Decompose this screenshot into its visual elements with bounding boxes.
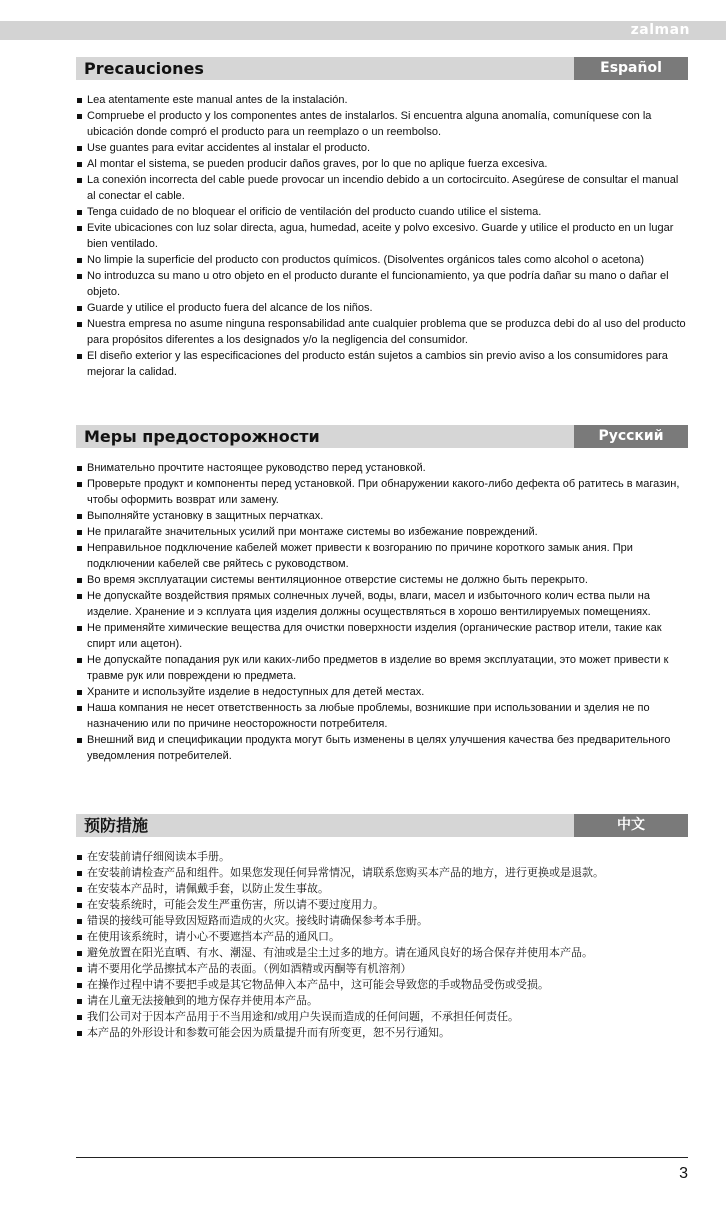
- section-title: Меры предосторожности: [84, 427, 320, 446]
- list-item: 在安装前请检查产品和组件。如果您发现任何异常情况，请联系您购买本产品的地方，进行更换或是退款。: [76, 865, 688, 881]
- list-item: 避免放置在阳光直晒、有水、潮湿、有油或是尘土过多的地方。请在通风良好的场合保存并使用本产品。: [76, 945, 688, 961]
- language-label: 中文: [574, 814, 688, 837]
- list-item: La conexión incorrecta del cable puede provocar un incendio debido a un cortocircuito. Asegúrese de consultar el manual al conectar el cable.: [76, 172, 688, 204]
- header-bar: [0, 21, 726, 40]
- list-item: 请在儿童无法接触到的地方保存并使用本产品。: [76, 993, 688, 1009]
- precaution-list: [76, 460, 688, 764]
- section-title: 预防措施: [84, 816, 149, 835]
- section-spanish: [76, 57, 688, 380]
- list-item: 在操作过程中请不要把手或是其它物品伸入本产品中，这可能会导致您的手或物品受伤或受损。: [76, 977, 688, 993]
- list-item: 在安装系统时，可能会发生严重伤害，所以请不要过度用力。: [76, 897, 688, 913]
- list-item: Tenga cuidado de no bloquear el orificio de ventilación del producto cuando utilice el sistema.: [76, 204, 688, 220]
- list-item: Внимательно прочтите настоящее руководство перед установкой.: [76, 460, 688, 476]
- list-item: Проверьте продукт и компоненты перед установкой. При обнаружении какого-либо дефекта об ратитесь в магазин, чтобы оформить возврат или замену.: [76, 476, 688, 508]
- list-item: No limpie la superficie del producto con productos químicos. (Disolventes orgánicos tales como alcohol o acetona): [76, 252, 688, 268]
- footer-divider: [76, 1157, 688, 1158]
- list-item: Lea atentamente este manual antes de la instalación.: [76, 92, 688, 108]
- language-label: Español: [574, 57, 688, 80]
- brand-logo: zalman: [630, 22, 690, 38]
- precaution-list: [76, 92, 688, 380]
- section-header: [76, 425, 688, 448]
- list-item: Не допускайте попадания рук или каких-либо предметов в изделие во время эксплуатации, это может привести к травме рук или повреждени ю предмета.: [76, 652, 688, 684]
- list-item: No introduzca su mano u otro objeto en el producto durante el funcionamiento, ya que podría dañar su mano o dañar el objeto.: [76, 268, 688, 300]
- list-item: 请不要用化学品擦拭本产品的表面。（例如酒精或丙酮等有机溶剂）: [76, 961, 688, 977]
- list-item: El diseño exterior y las especificaciones del producto están sujetos a cambios sin previo aviso a los consumidores para mejorar la calidad.: [76, 348, 688, 380]
- list-item: Внешний вид и спецификации продукта могут быть изменены в целях улучшения качества без предварительного уведомления потребителей.: [76, 732, 688, 764]
- list-item: Evite ubicaciones con luz solar directa, agua, humedad, aceite y polvo excesivo. Guarde y utilice el producto en un lugar bien ventilado.: [76, 220, 688, 252]
- page-number: 3: [679, 1165, 688, 1182]
- list-item: Выполняйте установку в защитных перчатках.: [76, 508, 688, 524]
- list-item: Compruebe el producto y los componentes antes de instalarlos. Si encuentra alguna anomalía, comuníquese con la ubicación donde compró el producto para un reemplazo o un reembolso.: [76, 108, 688, 140]
- list-item: 我们公司对于因本产品用于不当用途和/或用户失误而造成的任何问题，不承担任何责任。: [76, 1009, 688, 1025]
- language-label: Русский: [574, 425, 688, 448]
- list-item: Не применяйте химические вещества для очистки поверхности изделия (органические раствор ители, такие как спирт или ацетон).: [76, 620, 688, 652]
- list-item: Nuestra empresa no asume ninguna responsabilidad ante cualquier problema que se produzca debi do al uso del producto para propósitos diferentes a los designados y/o la negligencia del consumidor.: [76, 316, 688, 348]
- section-chinese: [76, 814, 688, 1041]
- section-header: [76, 57, 688, 80]
- list-item: 本产品的外形设计和参数可能会因为质量提升而有所变更，恕不另行通知。: [76, 1025, 688, 1041]
- list-item: 错误的接线可能导致因短路而造成的火灾。接线时请确保参考本手册。: [76, 913, 688, 929]
- precaution-list: [76, 849, 688, 1041]
- list-item: Храните и используйте изделие в недоступных для детей местах.: [76, 684, 688, 700]
- list-item: 在安装前请仔细阅读本手册。: [76, 849, 688, 865]
- list-item: Guarde y utilice el producto fuera del alcance de los niños.: [76, 300, 688, 316]
- list-item: Не прилагайте значительных усилий при монтаже системы во избежание повреждений.: [76, 524, 688, 540]
- list-item: Во время эксплуатации системы вентиляционное отверстие системы не должно быть перекрыто.: [76, 572, 688, 588]
- list-item: Неправильное подключение кабелей может привести к возгоранию по причине короткого замык ания. При подключении кабелей све ряйтесь с руководством.: [76, 540, 688, 572]
- list-item: 在安装本产品时，请佩戴手套，以防止发生事故。: [76, 881, 688, 897]
- list-item: Наша компания не несет ответственность за любые проблемы, возникшие при использовании и зделия не по назначению или по причине неосторожности потребителя.: [76, 700, 688, 732]
- list-item: Use guantes para evitar accidentes al instalar el producto.: [76, 140, 688, 156]
- list-item: 在使用该系统时，请小心不要遮挡本产品的通风口。: [76, 929, 688, 945]
- list-item: Не допускайте воздействия прямых солнечных лучей, воды, влаги, масел и избыточного колич ества пыли на изделие. Хранение и э ксплуата ция изделия должны осуществляться в хорошо вентилируемых помещениях.: [76, 588, 688, 620]
- section-russian: [76, 425, 688, 764]
- list-item: Al montar el sistema, se pueden producir daños graves, por lo que no aplique fuerza excesiva.: [76, 156, 688, 172]
- section-title: Precauciones: [84, 59, 204, 78]
- section-header: [76, 814, 688, 837]
